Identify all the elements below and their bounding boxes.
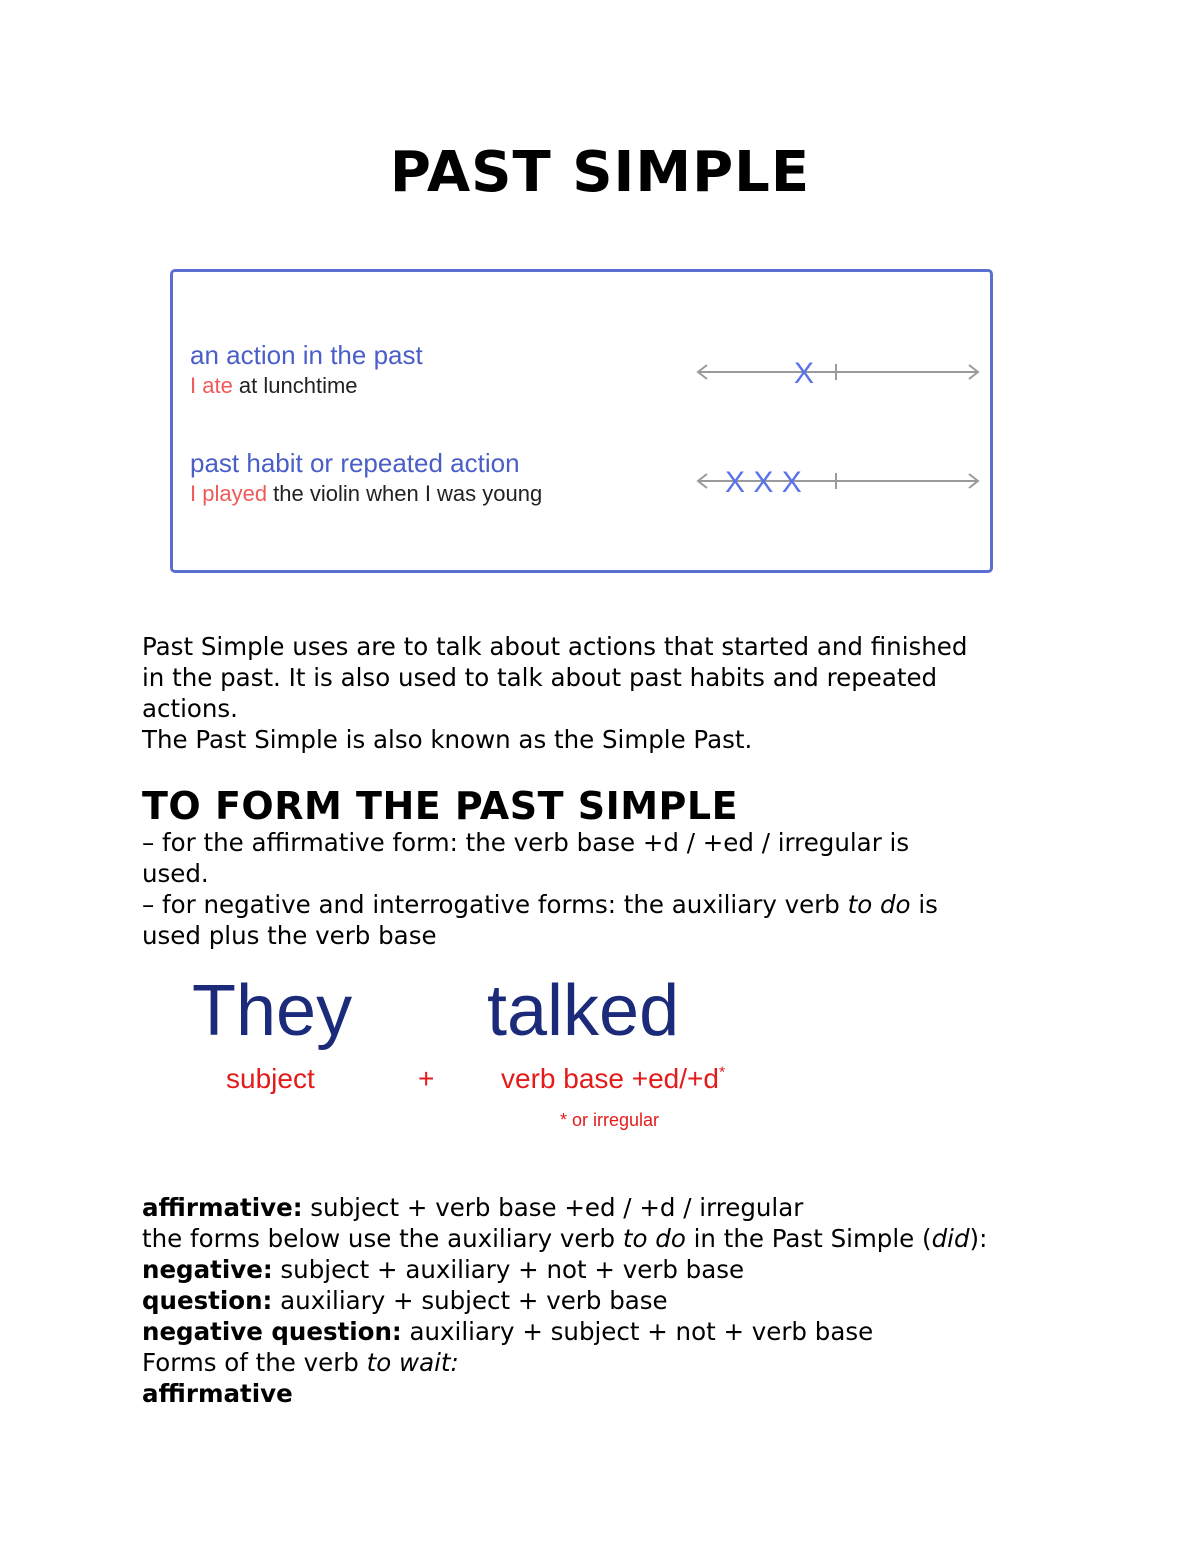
timeline-illustration	[170, 269, 993, 573]
rule-text: the forms below use the auxiliary verb	[142, 1224, 623, 1253]
form-line: used plus the verb base	[142, 921, 437, 950]
formula-verb-word: talked	[487, 971, 680, 1051]
rule-text: in the Past Simple (	[685, 1224, 932, 1253]
form-line: – for the affirmative form: the verb base +d / +ed / irregular is	[142, 828, 910, 857]
page-title: PAST SIMPLE	[389, 140, 811, 205]
example-verb: I ate	[190, 373, 233, 398]
section-heading-form: TO FORM THE PAST SIMPLE	[142, 784, 739, 828]
timeline-arrow-single	[693, 352, 983, 392]
timeline-arrow-repeated	[693, 461, 983, 501]
rule-italic: to wait:	[366, 1348, 459, 1377]
form-paragraph	[142, 827, 1072, 951]
intro-paragraph	[142, 631, 1072, 755]
intro-line: in the past. It is also used to talk about past habits and repeated	[142, 663, 938, 692]
rule-label: affirmative:	[142, 1193, 303, 1222]
rule-text: auxiliary + subject + verb base	[272, 1286, 668, 1315]
form-line	[142, 889, 1072, 920]
rules-list	[142, 1192, 1072, 1409]
intro-line: Past Simple uses are to talk about actions that started and finished	[142, 632, 968, 661]
timeline-marks-xxx: X X X	[725, 466, 802, 499]
formula-asterisk: *	[718, 1064, 726, 1082]
rule-label: negative:	[142, 1255, 273, 1284]
formula-example	[190, 970, 810, 1140]
formula-plus: +	[418, 1063, 435, 1094]
rule-italic: did	[931, 1224, 970, 1253]
rule-text: ):	[969, 1224, 988, 1253]
intro-line: The Past Simple is also known as the Simple Past.	[142, 725, 753, 754]
rule-last-heading	[142, 1378, 1072, 1409]
timeline-heading-single: an action in the past	[190, 340, 423, 370]
rule-text: subject + verb base +ed / +d / irregular	[302, 1193, 804, 1222]
form-line: used.	[142, 859, 209, 888]
formula-subject-label: subject	[226, 1063, 315, 1094]
formula-verb-label	[501, 1063, 725, 1095]
rule-negative-question	[142, 1316, 1072, 1347]
form-italic: to do	[847, 890, 911, 919]
rule-negative	[142, 1254, 1072, 1285]
timeline-mark-x: X	[794, 357, 815, 390]
rule-label: affirmative	[142, 1379, 293, 1408]
rule-auxiliary	[142, 1223, 1072, 1254]
rule-affirmative	[142, 1192, 1072, 1223]
timeline-heading-repeated: past habit or repeated action	[190, 448, 520, 478]
rule-label: question:	[142, 1286, 273, 1315]
example-rest: the violin when I was young	[267, 481, 543, 506]
rule-text: Forms of the verb	[142, 1348, 367, 1377]
rule-text: subject + auxiliary + not + verb base	[272, 1255, 745, 1284]
formula-subject-word: They	[192, 971, 353, 1051]
formula-note: * or irregular	[560, 1110, 660, 1130]
form-text: is	[910, 890, 938, 919]
timeline-example-repeated	[190, 480, 542, 508]
rule-text: auxiliary + subject + not + verb base	[401, 1317, 874, 1346]
example-rest: at lunchtime	[232, 373, 358, 398]
form-text: – for negative and interrogative forms: the auxiliary verb	[142, 890, 848, 919]
timeline-row-single-action	[190, 340, 423, 400]
rule-forms-of-verb	[142, 1347, 1072, 1378]
rule-label: negative question:	[142, 1317, 402, 1346]
intro-line: actions.	[142, 694, 238, 723]
example-verb: I played	[190, 481, 268, 506]
timeline-row-repeated-action	[190, 448, 542, 508]
timeline-example-single	[190, 372, 423, 400]
rule-italic: to do	[622, 1224, 686, 1253]
rule-question	[142, 1285, 1072, 1316]
formula-verb-label-text: verb base +ed/+d	[501, 1063, 719, 1094]
